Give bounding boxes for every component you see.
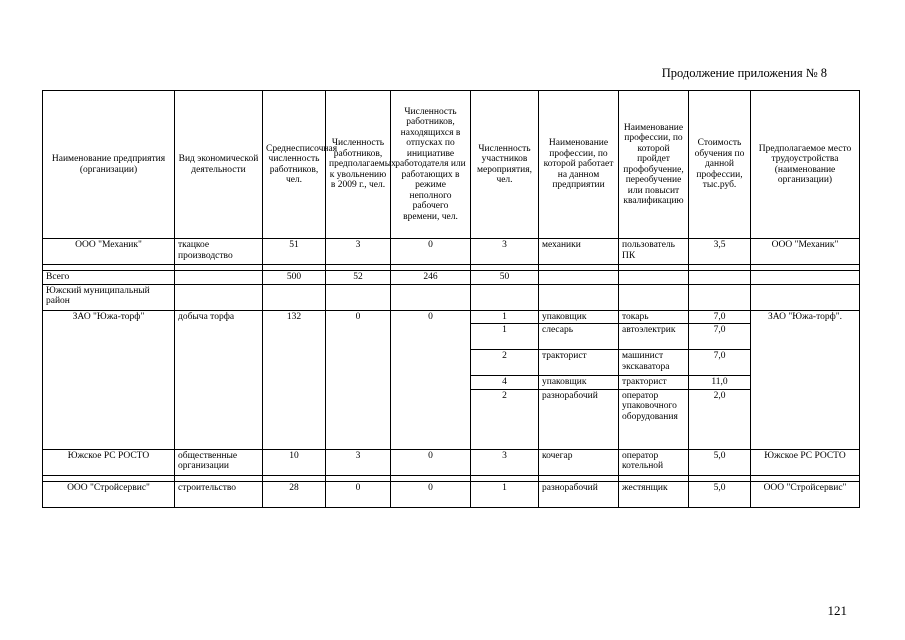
cell-current-prof: слесарь <box>539 324 619 350</box>
total-dismiss: 52 <box>326 271 391 285</box>
table-row <box>43 449 860 475</box>
cell-current-prof: разнорабочий <box>539 389 619 449</box>
cell-placement: Южское РС РОСТО <box>751 449 860 475</box>
cell-cost: 11,0 <box>689 376 751 390</box>
cell-train-prof: тракторист <box>619 376 689 390</box>
cell-cost: 5,0 <box>689 481 751 507</box>
cell-participants: 2 <box>471 350 539 376</box>
page-number: 121 <box>827 603 847 618</box>
cell-participants: 2 <box>471 389 539 449</box>
district-label: Южский муниципальный район <box>43 284 175 310</box>
cell-avg: 28 <box>263 481 326 507</box>
col-header: Стоимость обучения по данной профессии, тыс.руб. <box>689 91 751 239</box>
cell-cost: 7,0 <box>689 324 751 350</box>
col-header: Численность работников, находящихся в отпусках по инициативе работодателя или работающих в режиме неполного рабочего времени, чел. <box>391 91 471 239</box>
cell-activity: общественные организации <box>175 449 263 475</box>
cell-cost: 2,0 <box>689 389 751 449</box>
cell-name: ЗАО "Южа-торф" <box>43 310 175 449</box>
cell-train-prof: оператор котельной <box>619 449 689 475</box>
cell-avg: 51 <box>263 239 326 265</box>
cell-activity: ткацкое производство <box>175 239 263 265</box>
cell-name: Южское РС РОСТО <box>43 449 175 475</box>
cell-participants: 3 <box>471 239 539 265</box>
col-header: Вид экономической деятельности <box>175 91 263 239</box>
total-label: Всего <box>43 271 175 285</box>
col-header: Наименование профессии, по которой работает на данном предприятии <box>539 91 619 239</box>
cell-train-prof: машинист экскаватора <box>619 350 689 376</box>
col-header: Численность участников мероприятия, чел. <box>471 91 539 239</box>
cell-current-prof: разнорабочий <box>539 481 619 507</box>
data-table <box>42 90 860 508</box>
cell-dismiss: 3 <box>326 449 391 475</box>
cell-dismiss: 3 <box>326 239 391 265</box>
cell-placement: ООО "Механик" <box>751 239 860 265</box>
cell-current-prof: упаковщик <box>539 310 619 324</box>
cell-train-prof: пользователь ПК <box>619 239 689 265</box>
cell-train-prof: оператор упаковочного оборудования <box>619 389 689 449</box>
header-row <box>43 91 860 239</box>
cell-placement: ЗАО "Южа-торф". <box>751 310 860 449</box>
table-row <box>43 239 860 265</box>
col-header: Наименование профессии, по которой пройдет профобучение, переобучение или повысит квалификацию <box>619 91 689 239</box>
cell-dismiss: 0 <box>326 481 391 507</box>
cell-avg: 132 <box>263 310 326 449</box>
cell-train-prof: автоэлектрик <box>619 324 689 350</box>
col-header: Наименование предприятия (организации) <box>43 91 175 239</box>
cell-avg: 10 <box>263 449 326 475</box>
cell-current-prof: кочегар <box>539 449 619 475</box>
cell-leave: 0 <box>391 310 471 449</box>
table-row <box>43 481 860 507</box>
cell-name: ООО "Стройсервис" <box>43 481 175 507</box>
cell-dismiss: 0 <box>326 310 391 449</box>
cell-activity: добыча торфа <box>175 310 263 449</box>
cell-train-prof: токарь <box>619 310 689 324</box>
cell-name: ООО "Механик" <box>43 239 175 265</box>
col-header: Среднесписочная численность работников, чел. <box>263 91 326 239</box>
cell-leave: 0 <box>391 449 471 475</box>
total-participants: 50 <box>471 271 539 285</box>
col-header: Предполагаемое место трудоустройства (наименование организации) <box>751 91 860 239</box>
cell-placement: ООО "Стройсервис" <box>751 481 860 507</box>
cell-participants: 1 <box>471 310 539 324</box>
cell-train-prof: жестянщик <box>619 481 689 507</box>
cell-current-prof: тракторист <box>539 350 619 376</box>
total-leave: 246 <box>391 271 471 285</box>
cell-cost: 7,0 <box>689 310 751 324</box>
cell-activity: строительство <box>175 481 263 507</box>
cell-participants: 1 <box>471 481 539 507</box>
header-note: Продолжение приложения № 8 <box>661 66 827 80</box>
table-row <box>43 310 860 324</box>
cell-cost: 3,5 <box>689 239 751 265</box>
total-avg: 500 <box>263 271 326 285</box>
cell-leave: 0 <box>391 481 471 507</box>
district-row <box>43 284 860 310</box>
col-header: Численность работников, предполагаемых к увольнению в 2009 г., чел. <box>326 91 391 239</box>
cell-participants: 4 <box>471 376 539 390</box>
cell-current-prof: упаковщик <box>539 376 619 390</box>
cell-leave: 0 <box>391 239 471 265</box>
cell-current-prof: механики <box>539 239 619 265</box>
cell-cost: 5,0 <box>689 449 751 475</box>
cell-participants: 3 <box>471 449 539 475</box>
cell-cost: 7,0 <box>689 350 751 376</box>
total-row <box>43 271 860 285</box>
cell-participants: 1 <box>471 324 539 350</box>
